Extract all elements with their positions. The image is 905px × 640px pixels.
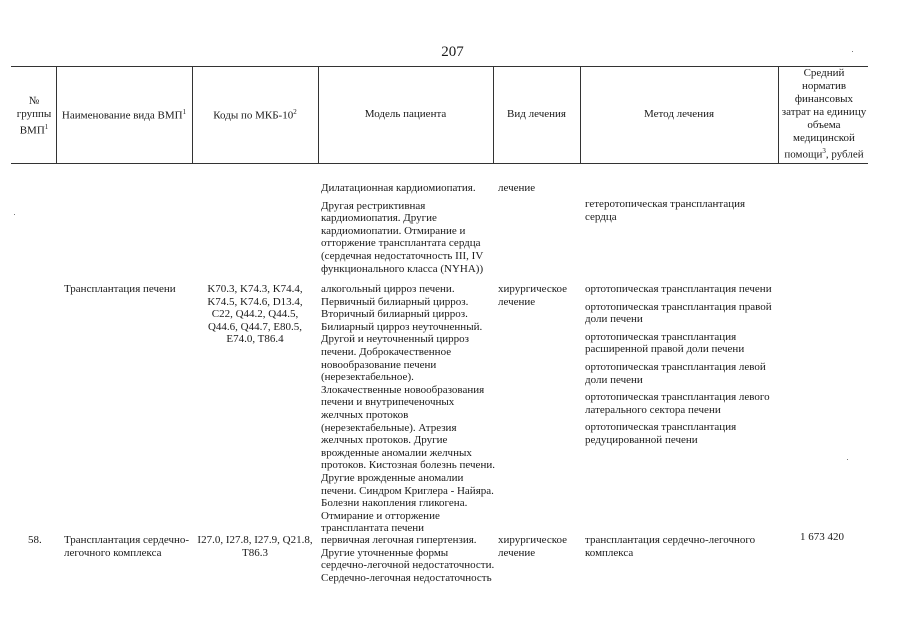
scan-speck	[852, 51, 853, 52]
column-divider	[192, 66, 193, 164]
page-number: 207	[441, 44, 464, 60]
scan-speck	[14, 214, 15, 215]
header-icd-codes: Коды по МКБ-$10^2$	[213, 107, 297, 122]
average-cost-cell: 1 673 420	[800, 531, 844, 543]
column-divider	[493, 66, 494, 164]
method-item: ортотопическая трансплантация печени	[585, 283, 772, 295]
header-average-cost: Средний норматив финансовых затрат на единицу объема медицинской помощи$^3$, рублей	[781, 66, 867, 161]
header-vmp-name: Наименование вида ВМП$^1$	[61, 107, 187, 122]
method-item: ортотопическая трансплантация левого латерального сектора печени	[585, 391, 770, 416]
header-patient-model: Модель пациента	[364, 107, 447, 120]
treatment-type-cell: хирургическое лечение	[498, 534, 568, 559]
patient-model-cell: первичная легочная гипертензия. Другие уточненные формы сердечно-легочной недостаточности. Сердечно-легочная недостаточность	[321, 534, 495, 584]
table-top-rule	[11, 66, 868, 67]
method-item: ортотопическая трансплантация расширенной правой доли печени	[585, 330, 745, 356]
column-divider	[778, 66, 779, 164]
icd-codes-cell: K70.3, K74.3, K74.4, K74.5, K74.6, D13.4, C22, Q44.2, Q44.5, Q44.6, Q44.7, E80.5, E74.0, T86.4	[207, 283, 303, 346]
vmp-name-cell: Трансплантация сердечно-легочного комплекса	[64, 534, 190, 559]
table-header-bottom-rule	[11, 163, 868, 164]
column-divider	[580, 66, 581, 164]
treatment-method-cell: гетеротопическая трансплантация сердца	[585, 198, 746, 223]
patient-model-cell: Дилатационная кардиомиопатия. Другая рестриктивная кардиомиопатия. Другие кардиомиопатии. Отмирание и отторжение трансплантата сердца (сердечная недостаточность III, IV функционального класса (NYHA))	[321, 182, 484, 275]
method-item: ортотопическая трансплантация левой доли печени	[585, 360, 766, 386]
group-number-cell: 58.	[28, 534, 42, 546]
treatment-method-cell: трансплантация сердечно-легочного комплекса	[585, 534, 756, 559]
column-divider	[56, 66, 57, 164]
icd-codes-cell: I27.0, I27.8, I27.9, Q21.8, T86.3	[197, 534, 313, 559]
treatment-method-cell	[585, 283, 775, 452]
treatment-type-cell: лечение	[498, 182, 536, 194]
method-item: ортотопическая трансплантация правой доли печени	[585, 300, 772, 326]
header-treatment-type: Вид лечения	[507, 107, 566, 120]
header-treatment-method: Метод лечения	[643, 107, 715, 120]
scan-speck	[847, 459, 848, 460]
vmp-name-cell: Трансплантация печени	[64, 283, 176, 295]
column-divider	[318, 66, 319, 164]
treatment-type-cell: хирургическое лечение	[498, 283, 568, 308]
method-item: ортотопическая трансплантация редуцированной печени	[585, 421, 737, 446]
header-group-number: № группы ВМП$^1$	[16, 94, 52, 137]
patient-model-cell: алкогольный цирроз печени. Первичный билиарный цирроз. Вторичный билиарный цирроз. Билиарный цирроз неуточненный. Другой и неуточненный цирроз печени. Доброкачественное новообразование печени (нерезектабельное). Злокачественные новообразования печени и внутрипеченочных желчных протоков (нерезектабельные). Атрезия желчных протоков. Другие врожденные аномалии желчных протоков. Кистозная болезнь печени. Другие врожденные аномалии печени. Синдром Криглера - Найяра. Болезни накопления гликогена. Отмирание и отторжение трансплантата печени	[321, 283, 495, 535]
